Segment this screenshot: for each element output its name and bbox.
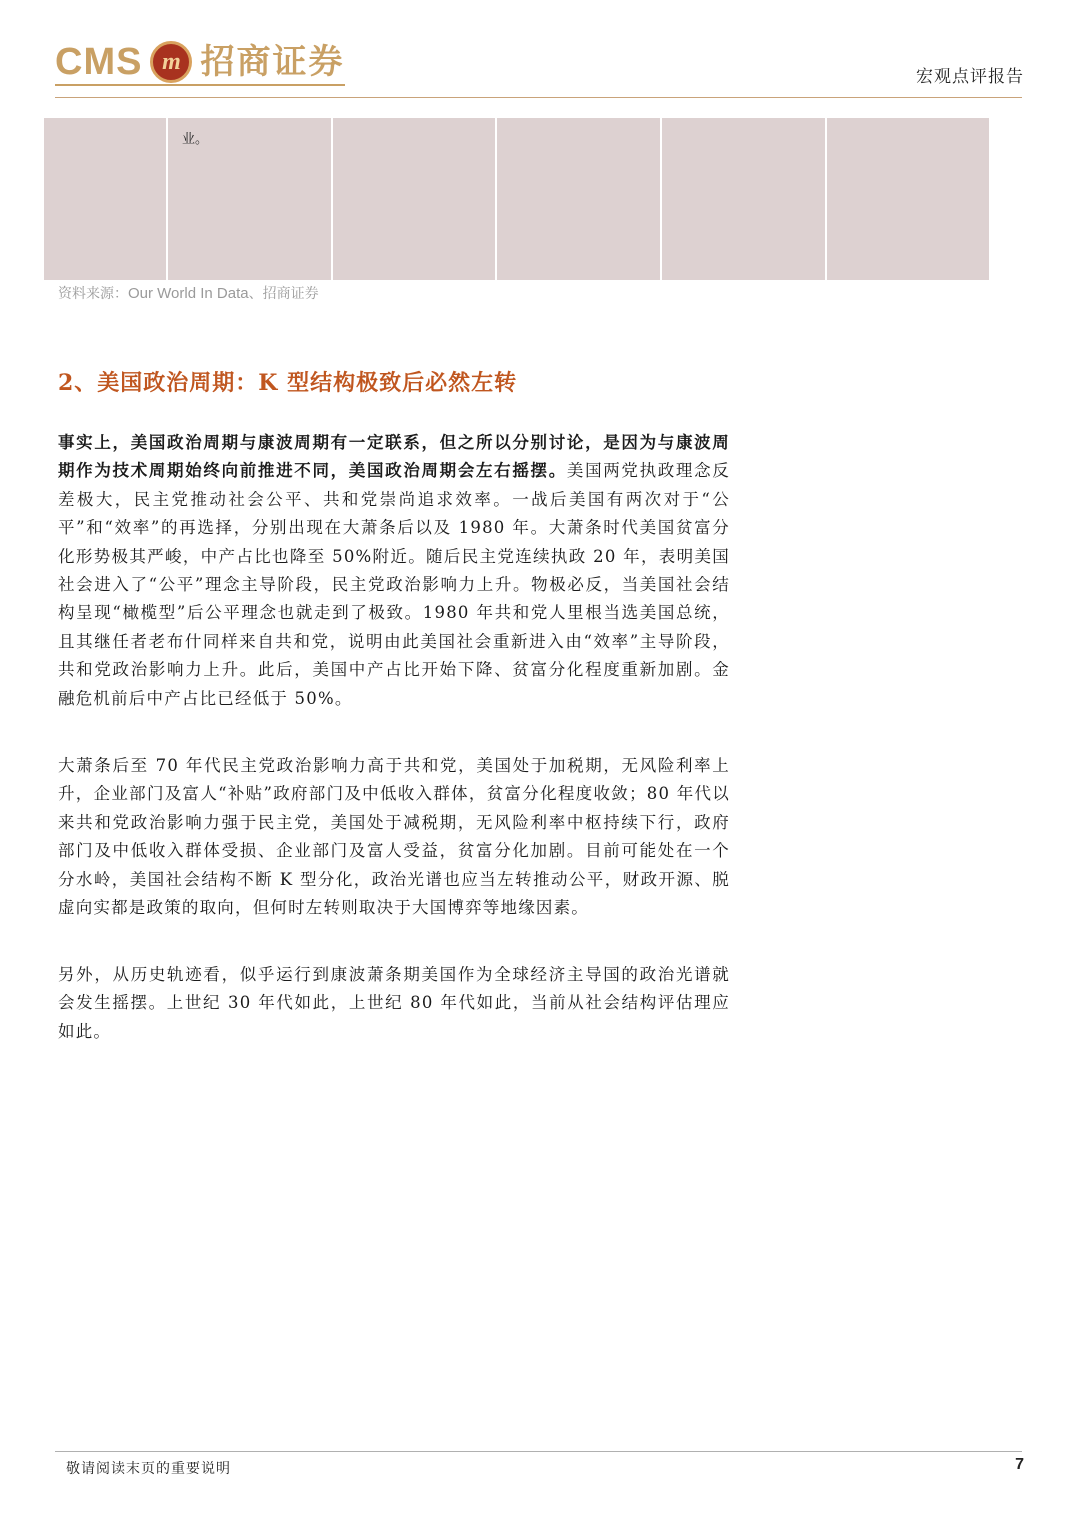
source-suffix: 、招商证券 [248, 286, 319, 302]
table-cell [44, 118, 166, 280]
report-type-label: 宏观点评报告 [916, 67, 1024, 87]
logo-emblem-icon: m [150, 41, 192, 83]
paragraph-1 [58, 429, 730, 713]
logo-latin-text: CMS [55, 41, 143, 83]
paragraph-1-body: 美国两党执政理念反差极大，民主党推动社会公平、共和党崇尚追求效率。一战后美国有两次对于“公平”和“效率”的再选择，分别出现在大萧条后以及 1980 年。大萧条时代美国贫富分化形势极其严峻，中产占比也降至 50%附近。随后民主党连续执政 20 年，表明美国社会进入了“公平”理念主导阶段，民主党政治影响力上升。物极必反，当美国社会结构呈现“橄榄型”后公平理念也就走到了极致。1980 年共和党人里根当选美国总统，且其继任者老布什同样来自共和党，说明由此美国社会重新进入由“效率”主导阶段，共和党政治影响力上升。此后，美国中产占比开始下降、贫富分化程度重新加剧。金融危机前后中产占比已经低于 50%。 [58, 461, 730, 708]
paragraph-1-lead: 事实上，美国政治周期与康波周期有一定联系，但之所以分别讨论，是因为与康波周期作为技术周期始终向前推进不同，美国政治周期会左右摇摆。 [58, 433, 730, 481]
header-divider [55, 97, 1022, 98]
page-header [0, 0, 1080, 100]
section-heading: 2、美国政治周期：K 型结构极致后必然左转 [58, 370, 518, 396]
paragraph-2: 大萧条后至 70 年代民主党政治影响力高于共和党，美国处于加税期，无风险利率上升，企业部门及富人“补贴”政府部门及中低收入群体，贫富分化程度收敛；80 年代以来共和党政治影响力强于民主党，美国处于减税期，无风险利率中枢持续下行，政府部门及中低收入群体受损、企业部门及富人受益，贫富分化加剧。目前可能处在一个分水岭，美国社会结构不断 K 型分化，政治光谱也应当左转推动公平，财政开源、脱虚向实都是政策的取向，但何时左转则取决于大国博弈等地缘因素。 [58, 756, 730, 918]
footer-divider [55, 1451, 1022, 1452]
table-cell [333, 118, 495, 280]
source-prefix: 资料来源： [58, 286, 128, 302]
logo-chinese-text: 招商证券 [200, 42, 345, 82]
table-cell-text: 业。 [182, 132, 209, 147]
page-number: 7 [1015, 1456, 1024, 1473]
table-cell [827, 118, 989, 280]
table-cell [662, 118, 825, 280]
logo-underline [55, 84, 345, 86]
paragraph-3: 另外，从历史轨迹看，似乎运行到康波萧条期美国作为全球经济主导国的政治光谱就会发生摇摆。上世纪 30 年代如此，上世纪 80 年代如此，当前从社会结构评估理应如此。 [58, 965, 730, 1041]
table-cell [497, 118, 660, 280]
footer-disclaimer: 敬请阅读末页的重要说明 [66, 1461, 231, 1477]
table-fragment [44, 118, 989, 280]
table-cell [168, 118, 331, 280]
source-note [58, 283, 319, 303]
source-name: Our World In Data [128, 285, 249, 302]
cms-logo [55, 38, 344, 86]
